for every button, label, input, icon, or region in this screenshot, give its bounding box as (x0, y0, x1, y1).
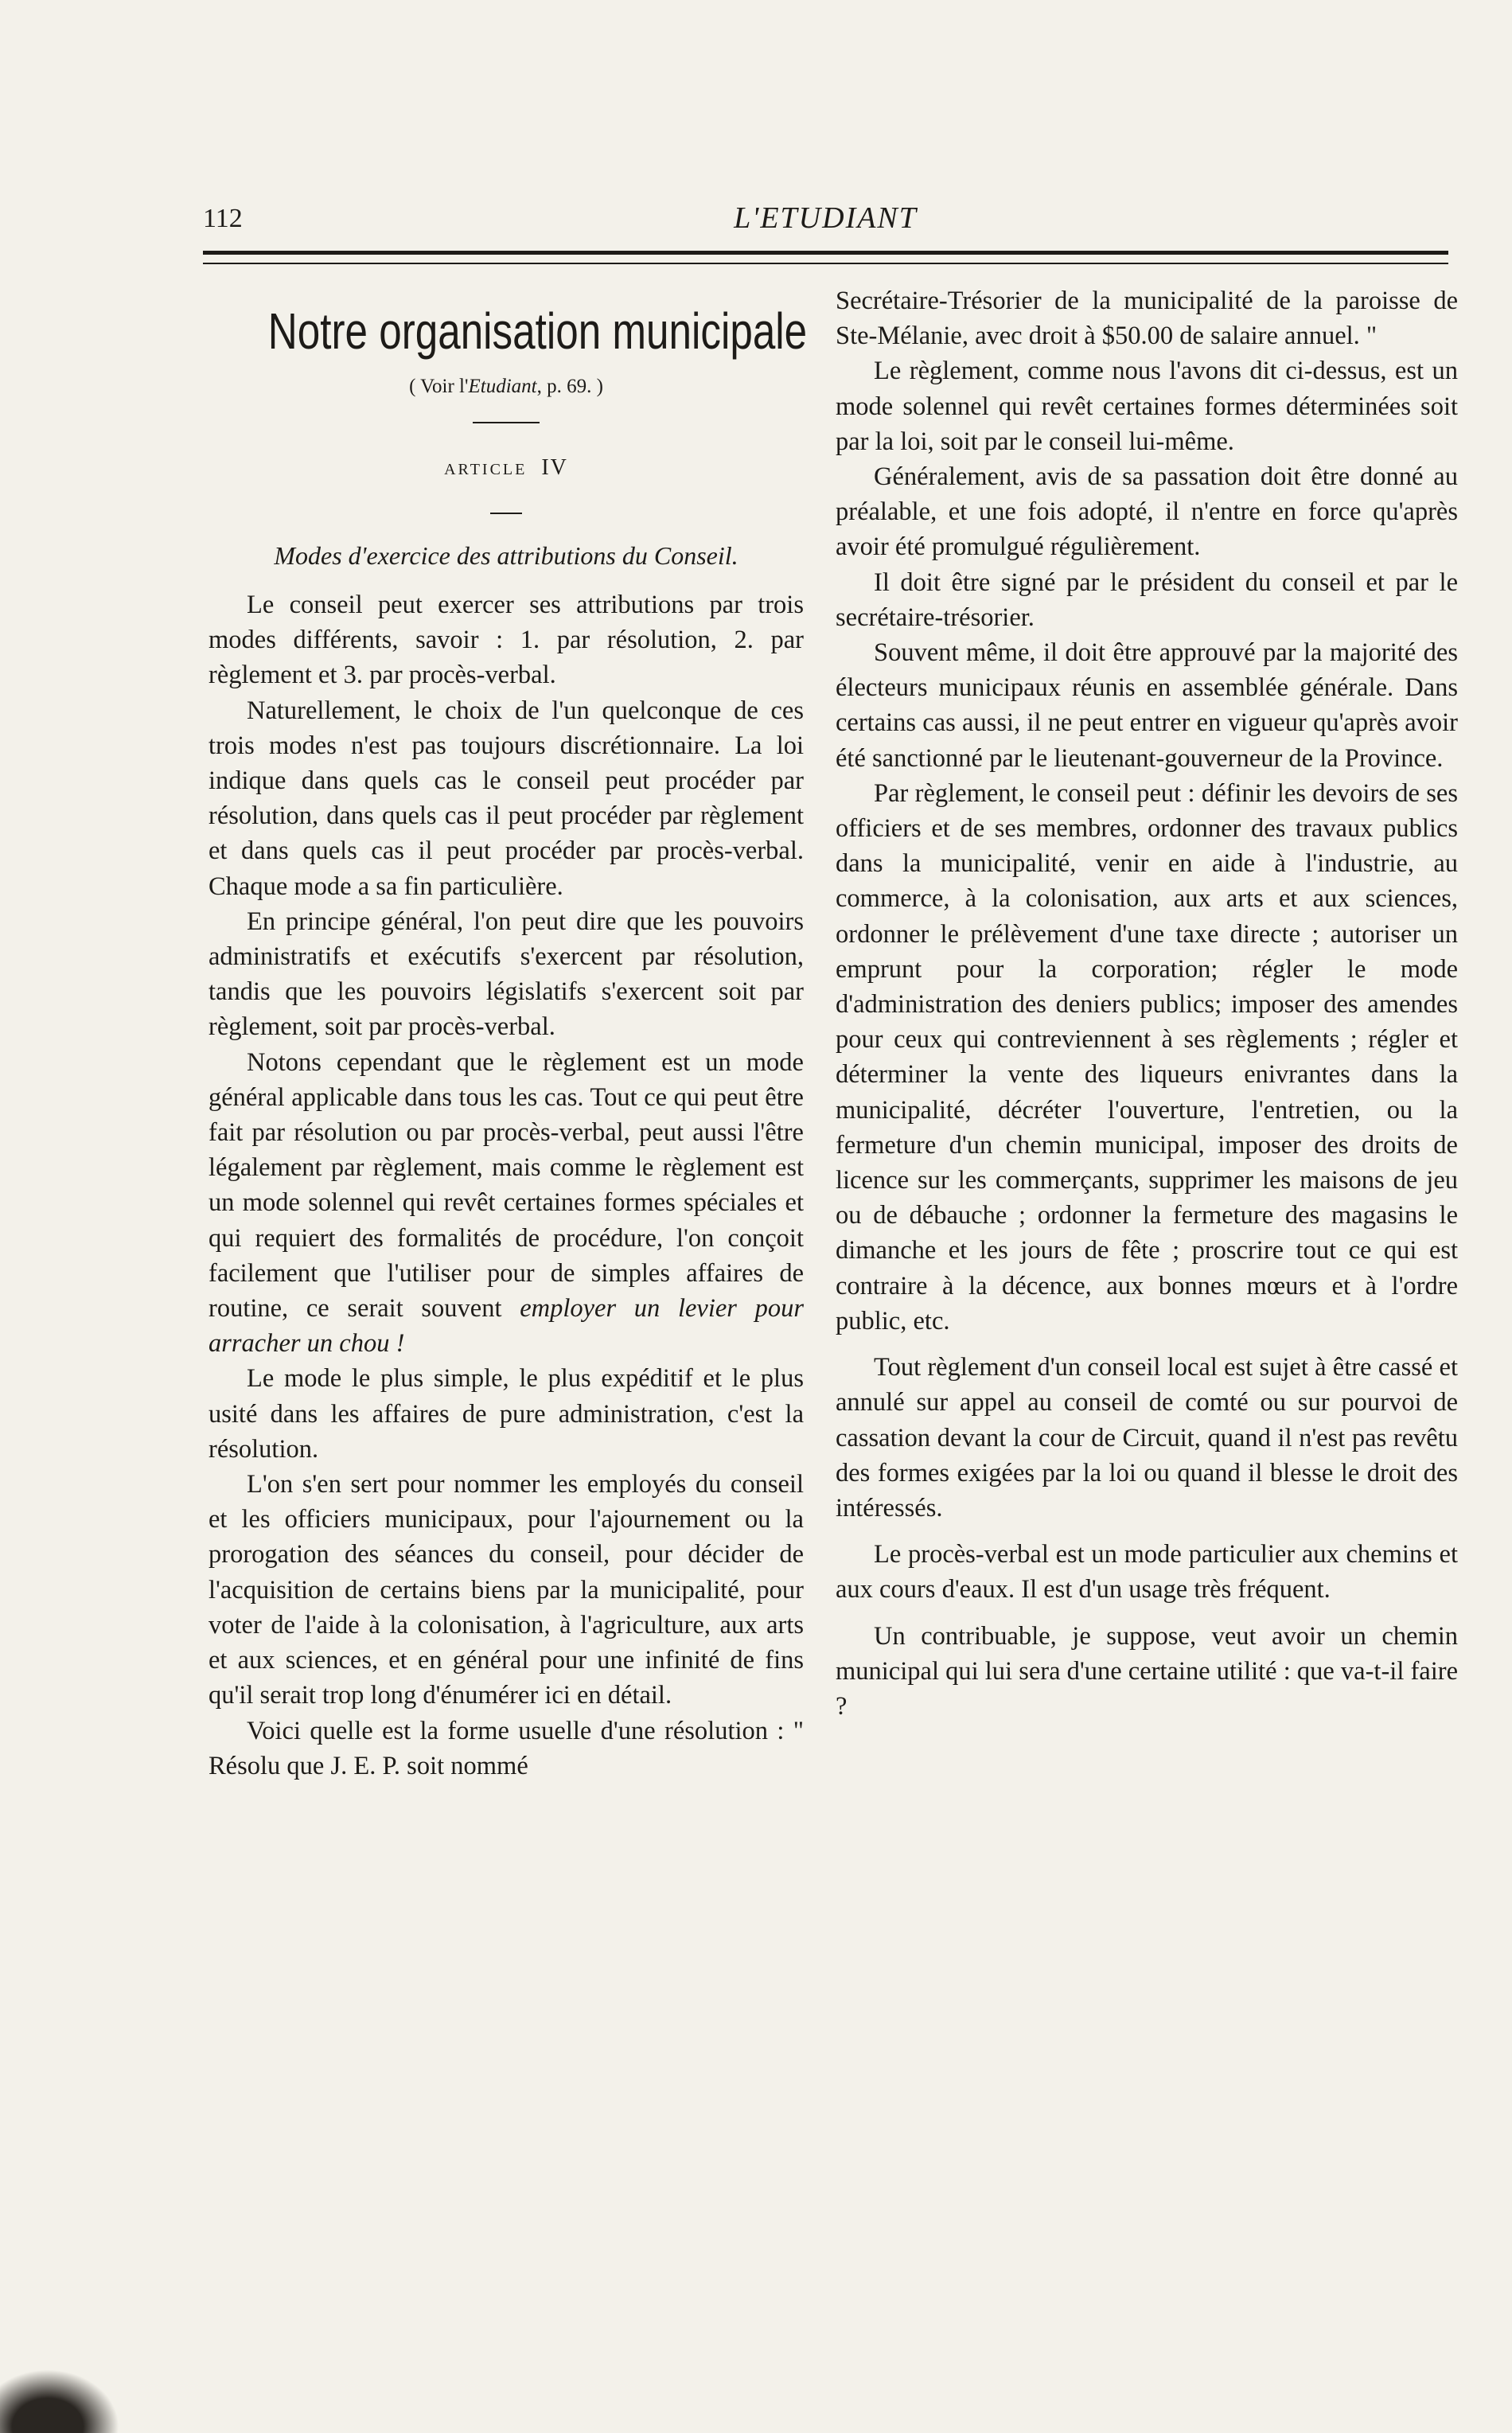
paragraph: Le procès-verbal est un mode particulier aux chemins et aux cours d'eaux. Il est d'un usage très fréquent. (836, 1540, 1458, 1604)
paragraph: Le règlement, comme nous l'avons dit ci-dessus, est un mode solennel qui revêt certaines formes déterminées soit par la loi, soit par le conseil lui-même. (836, 357, 1458, 456)
reference-prefix: ( Voir l' (409, 376, 469, 397)
reference-journal: Etudiant (468, 376, 537, 397)
right-column (836, 283, 1458, 1724)
page-stain (0, 2369, 119, 2433)
page-header (203, 199, 1448, 239)
paragraph: Le conseil peut exercer ses attributions par trois modes différents, savoir : 1. par résolution, 2. par règlement et 3. par procès-verbal. (208, 591, 804, 690)
paragraph: Il doit être signé par le président du conseil et par le secrétaire-trésorier. (836, 567, 1458, 632)
paragraph: Par règlement, le conseil peut : définir les devoirs de ses officiers et de ses membres, ordonner des travaux publics dans la municipalité, venir en aide à l'industrie, au commerce, à la colonisation, aux arts et aux sciences, ordonner le prélèvement d'une taxe directe ; autoriser un emprunt pour la corporation; régler le mode d'administration des deniers publics; imposer des amendes pour ceux qui contreviennent à ses règlements ; régler et déterminer la vente des liqueurs enivrantes dans la municipalité, décréter l'ouverture, l'entretien, ou la fermeture d'un chemin municipal, imposer des droits de licence sur les commerçants, supprimer les maisons de jeu ou de débauche ; ordonner la fermeture des magasins le dimanche et les jours de fête ; proscrire tout ce qui est contraire à la décence, aux bonnes mœurs et à l'ordre public, etc. (836, 778, 1458, 1335)
section-number: IV (541, 455, 568, 480)
paragraph: Voici quelle est la forme usuelle d'une résolution : " Résolu que J. E. P. soit nommé (208, 1716, 804, 1780)
section-label: ARTICLE (444, 461, 528, 478)
header-rule-thin (203, 263, 1448, 264)
paragraph-gap (836, 1608, 1458, 1619)
section-heading (208, 452, 804, 485)
page-number: 112 (203, 204, 243, 233)
reference-suffix: , p. 69. ) (536, 376, 603, 397)
paragraph: Souvent même, il doit être approuvé par la majorité des électeurs municipaux réunis en assemblée générale. Dans certains cas aussi, il ne peut entrer en vigueur qu'après avoir été sanctionné par le lieutenant-gouverneur de la Province. (836, 638, 1458, 773)
title-divider (473, 422, 540, 423)
paragraph: Tout règlement d'un conseil local est sujet à être cassé et annulé sur appel au conseil de comté ou sur pourvoi de cassation devant la cour de Circuit, quand il n'est pas revêtu des formes exigées par la loi ou quand il blesse le droit des intéressés. (836, 1353, 1458, 1523)
paragraph: Secrétaire-Trésorier de la municipalité de la paroisse de Ste-Mélanie, avec droit à $50.00 de salaire annuel. " (836, 287, 1458, 351)
paragraph-gap (836, 1526, 1458, 1537)
paragraph: Naturellement, le choix de l'un quelconque de ces trois modes n'est pas toujours discrétionnaire. La loi indique dans quels cas le conseil peut procéder par résolution, dans quels cas il peut procéder par règlement et dans quels cas il peut procéder par procès-verbal. Chaque mode a sa fin particulière. (208, 696, 804, 901)
article-title: Notre organisation municipale (267, 302, 808, 360)
paragraph-gap (836, 1339, 1458, 1350)
article-reference (208, 372, 804, 401)
paragraph-text: Notons cependant que le règlement est un mode général applicable dans tous les cas. Tout ce qui peut être fait par résolution ou par procès-verbal, peut aussi l'être légalement par règlement, mais comme le règlement est un mode solennel qui revêt certaines formes spéciales et qui requiert des formalités de procédure, l'on conçoit facilement que l'utiliser pour de simples affaires de routine, ce serait souvent (208, 1047, 804, 1324)
paragraph: L'on s'en sert pour nommer les employés du conseil et les officiers municipaux, pour l'ajournement ou la prorogation des séances du conseil, pour décider de l'acquisition de certains biens par la municipalité, pour voter de l'aide à la colonisation, à l'agriculture, aux arts et aux sciences, et en général pour une infinité de fins qu'il serait trop long d'énumérer ici en détail. (208, 1470, 804, 1710)
running-title: L'ETUDIANT (734, 201, 918, 235)
left-column (208, 283, 808, 1784)
paragraph: Généralement, avis de sa passation doit être donné au préalable, et une fois adopté, il n'entre en force qu'après avoir été promulgué régulièrement. (836, 462, 1458, 562)
article-subtitle: Modes d'exercice des attributions du Conseil. (274, 541, 738, 570)
header-rule-thick (203, 251, 1448, 255)
section-divider (490, 513, 522, 514)
paragraph-with-italic (208, 1045, 804, 1362)
paragraph: En principe général, l'on peut dire que les pouvoirs administratifs et exécutifs s'exercent par résolution, tandis que les pouvoirs législatifs s'exercent soit par règlement, soit par procès-verbal. (208, 907, 804, 1042)
italic-phrase: employer un levier pour arracher un chou ! (208, 1294, 805, 1359)
paragraph: Le mode le plus simple, le plus expéditif et le plus usité dans les affaires de pure administration, c'est la résolution. (208, 1364, 804, 1464)
paragraph: Un contribuable, je suppose, veut avoir un chemin municipal qui lui sera d'une certaine utilité : que va-t-il faire ? (836, 1621, 1458, 1721)
